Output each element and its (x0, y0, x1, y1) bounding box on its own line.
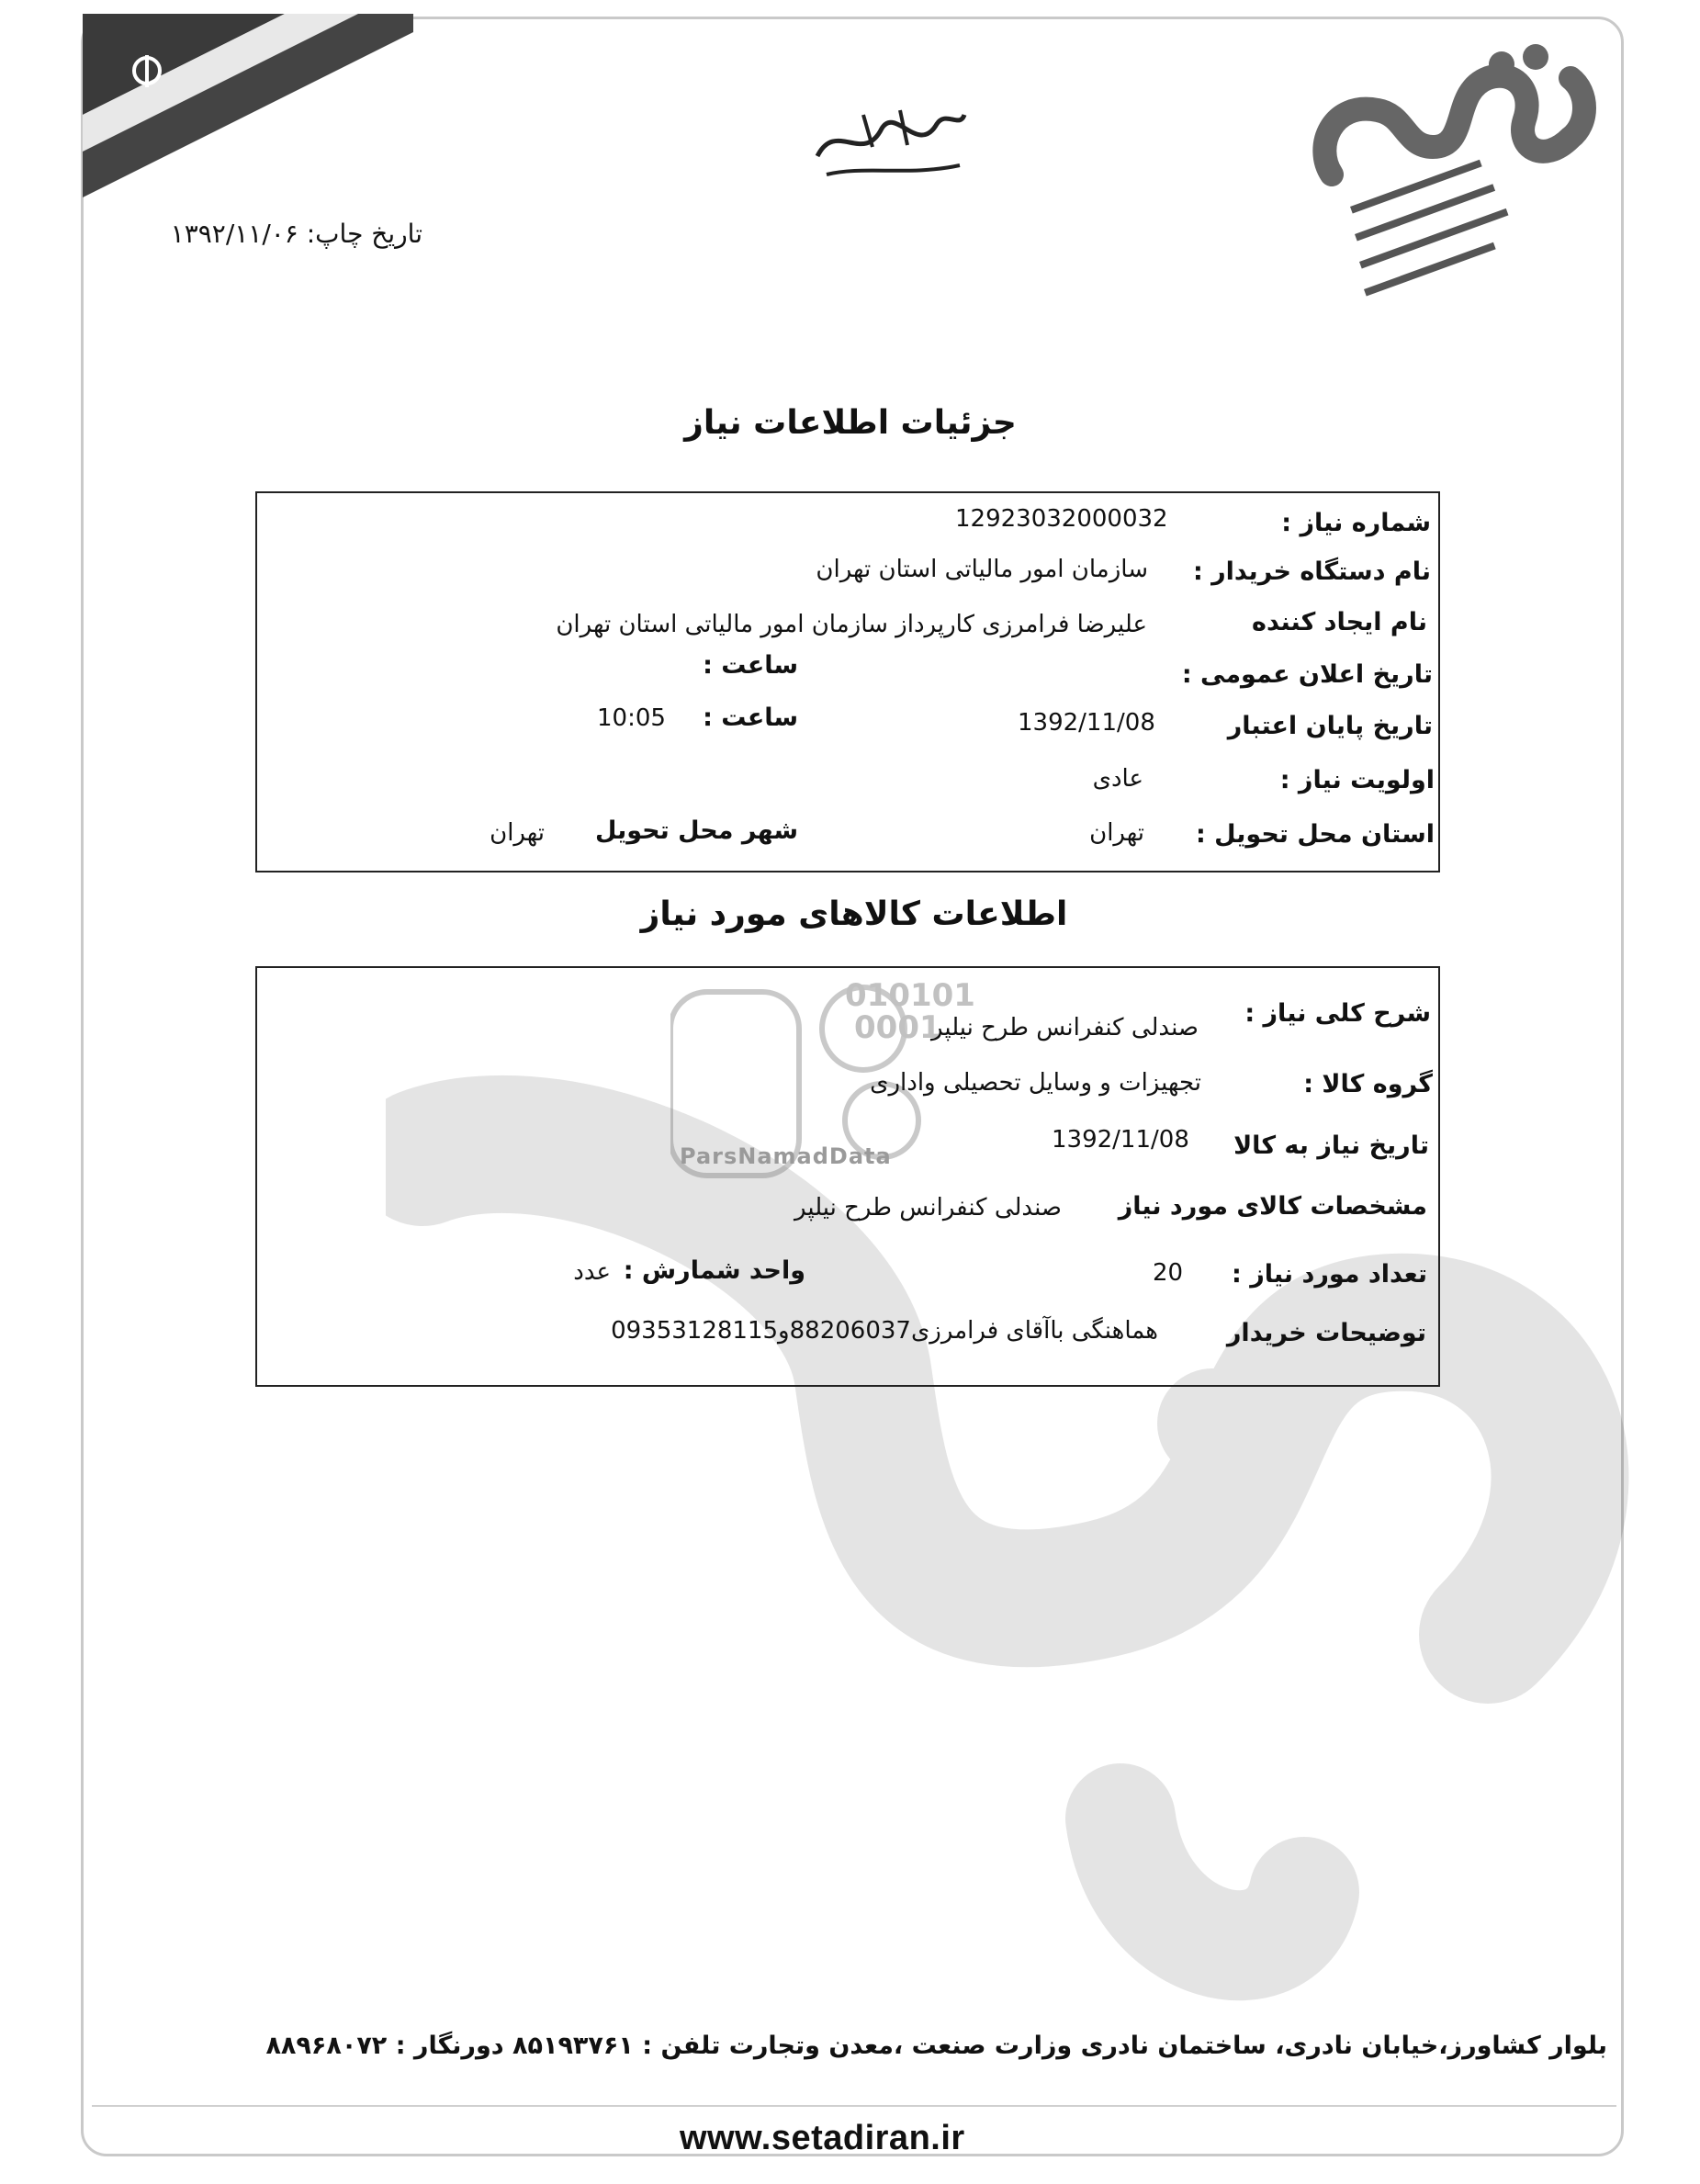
city-label: شهر محل تحویل (594, 816, 798, 845)
need-date-label: تاریخ نیاز به کالا (1233, 1131, 1429, 1160)
expiry-label: تاریخ پایان اعتبار (1227, 712, 1433, 740)
setad-logo (1295, 37, 1598, 331)
group-value: تجهیزات و وسایل تحصیلی واداری (870, 1069, 1201, 1097)
need-number-label: شماره نیاز : (1281, 509, 1431, 537)
public-date-label: تاریخ اعلان عمومی : (1181, 660, 1433, 689)
stamp-text: ParsNamadData (680, 1143, 892, 1169)
spec-value: صندلی کنفرانس طرح نیلپر (794, 1194, 1062, 1221)
general-desc-value: صندلی کنفرانس طرح نیلپر (931, 1014, 1199, 1041)
footer-website[interactable]: www.setadiran.ir (680, 2119, 965, 2157)
iran-flag-emblem (83, 14, 413, 225)
need-date-value: 1392/11/08 (1052, 1126, 1189, 1154)
bismillah-calligraphy (808, 101, 974, 184)
unit-label: واحد شمارش : (623, 1256, 805, 1285)
priority-value: عادی (1092, 765, 1143, 793)
need-number-value: 12923032000032 (955, 505, 1168, 533)
footer-divider (92, 2105, 1616, 2107)
footer-address: بلوار کشاورز،خیابان نادری، ساختمان نادری وزارت صنعت ،معدن وتجارت تلفن : ۸۵۱۹۳۷۶۱ دورنگار : ۸۸۹۶۸۰۷۲ (265, 2032, 1607, 2060)
general-desc-label: شرح کلی نیاز : (1244, 999, 1431, 1028)
province-label: استان محل تحویل : (1195, 820, 1435, 849)
province-value: تهران (1089, 819, 1144, 847)
quantity-label: تعداد مورد نیاز : (1232, 1260, 1427, 1289)
buyer-notes-value: هماهنگی باآقای فرامرزی88206037و09353128115 (611, 1317, 1158, 1345)
unit-value: عدد (573, 1258, 611, 1286)
public-time-label: ساعت : (703, 651, 798, 680)
buyer-notes-label: توضیحات خریدار (1226, 1319, 1426, 1347)
creator-label: نام ایجاد کننده (1252, 608, 1427, 636)
goods-title: اطلاعات کالاهای مورد نیاز (640, 895, 1068, 933)
priority-label: اولویت نیاز : (1279, 766, 1435, 794)
quantity-value: 20 (1153, 1259, 1184, 1287)
svg-text:010101: 010101 (845, 977, 975, 1014)
group-label: گروه کالا : (1303, 1070, 1433, 1098)
expiry-time-label: ساعت : (703, 704, 798, 732)
buyer-label: نام دستگاه خریدار : (1192, 557, 1431, 586)
spec-label: مشخصات کالای مورد نیاز (1118, 1192, 1427, 1221)
need-details-title: جزئیات اطلاعات نیاز (684, 404, 1017, 442)
expiry-time-value: 10:05 (597, 704, 666, 732)
creator-value: علیرضا فرامرزی کارپرداز سازمان امور مالیاتی استان تهران (556, 611, 1147, 638)
expiry-date-value: 1392/11/08 (1018, 709, 1155, 737)
print-date: تاریخ چاپ: ۱۳۹۲/۱۱/۰۶ (170, 219, 422, 249)
svg-text:0001: 0001 (854, 1009, 941, 1046)
buyer-value: سازمان امور مالیاتی استان تهران (816, 556, 1148, 583)
city-value: تهران (490, 819, 545, 847)
